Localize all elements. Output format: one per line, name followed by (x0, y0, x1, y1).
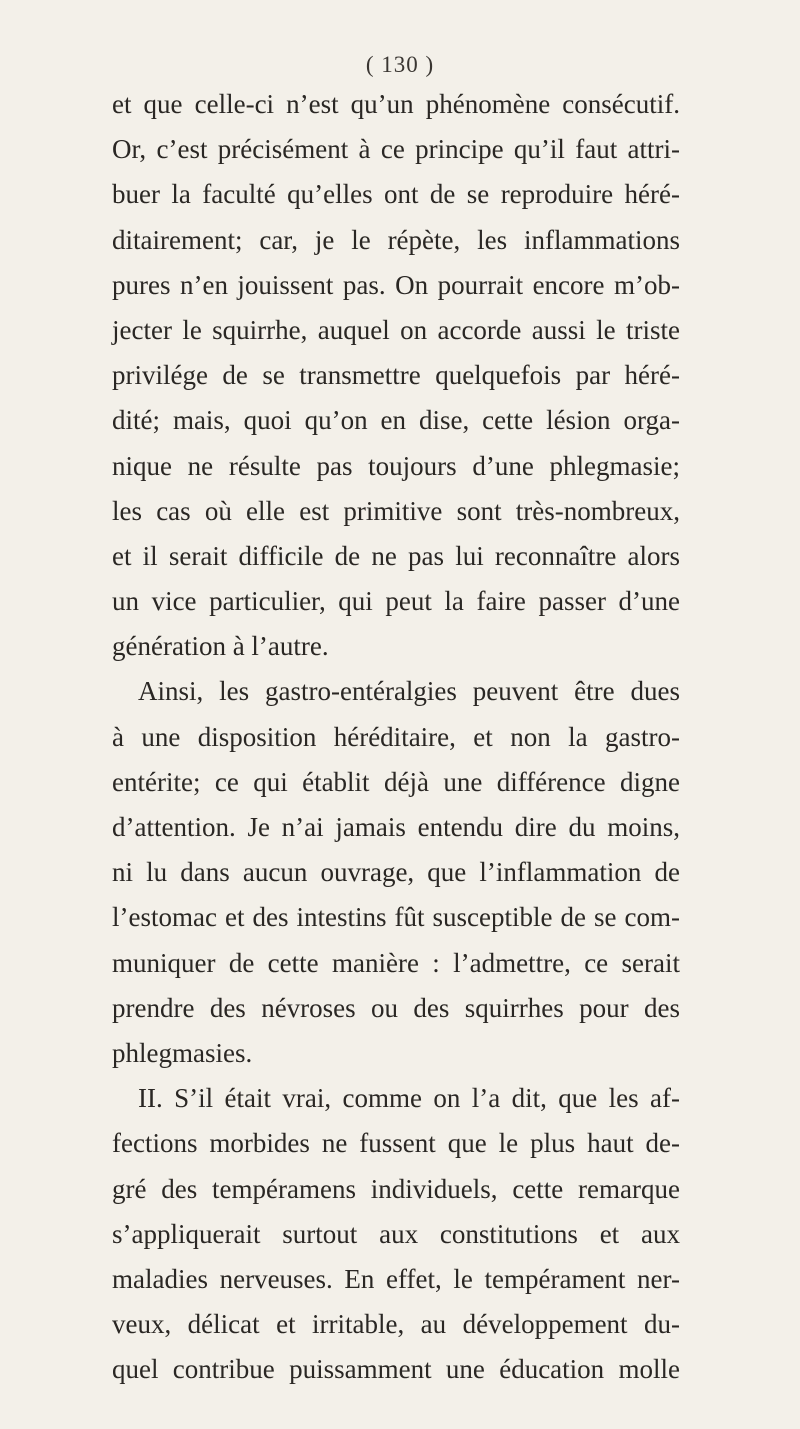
text-line: buer la faculté qu’elles ont de se reproduire héré- (112, 179, 680, 210)
text-line: veux, délicat et irritable, au développement du- (112, 1309, 680, 1340)
text-line: dité; mais, quoi qu’on en dise, cette lésion orga- (112, 405, 680, 436)
text-line: muniquer de cette manière : l’admettre, ce serait (112, 947, 680, 978)
text-line: II. S’il était vrai, comme on l’a dit, que les af- (138, 1083, 680, 1114)
text-line: gré des tempéramens individuels, cette remarque (112, 1173, 680, 1204)
text-line: maladies nerveuses. En effet, le tempérament ner- (112, 1263, 680, 1294)
text-line: entérite; ce qui établit déjà une différence digne (112, 766, 680, 797)
text-line: ditairement; car, je le répète, les inflammations (112, 224, 680, 255)
text-line: les cas où elle est primitive sont très-nombreux, (112, 495, 680, 526)
text-line: un vice particulier, qui peut la faire passer d’une (112, 586, 680, 617)
text-line: nique ne résulte pas toujours d’une phlegmasie; (112, 450, 680, 481)
text-line: jecter le squirrhe, auquel on accorde aussi le triste (112, 314, 680, 345)
text-line: s’appliquerait surtout aux constitutions et aux (112, 1218, 680, 1249)
text-line: Ainsi, les gastro-entéralgies peuvent être dues (138, 676, 680, 707)
text-line: et il serait difficile de ne pas lui reconnaître alors (112, 540, 680, 571)
text-line: ni lu dans aucun ouvrage, que l’inflammation de (112, 857, 680, 888)
text-line: quel contribue puissamment une éducation molle (112, 1354, 680, 1385)
text-line: et que celle-ci n’est qu’un phénomène consécutif. (112, 89, 680, 119)
text-line: d’attention. Je n’ai jamais entendu dire du moins, (112, 812, 680, 842)
text-line: à une disposition héréditaire, et non la gastro- (112, 721, 680, 752)
text-line: l’estomac et des intestins fût susceptible de se com- (112, 902, 680, 933)
text-line: prendre des névroses ou des squirrhes pour des (112, 992, 680, 1023)
text-line: fections morbides ne fussent que le plus haut de- (112, 1128, 680, 1159)
text-line: Or, c’est précisément à ce principe qu’il faut attri- (112, 134, 680, 165)
text-line: phlegmasies. (112, 1037, 253, 1068)
text-line: génération à l’autre. (112, 631, 329, 662)
page-number: ( 130 ) (365, 52, 435, 77)
text-line: privilége de se transmettre quelquefois par héré- (112, 360, 680, 391)
body-text (112, 82, 680, 1392)
text-line: pures n’en jouissent pas. On pourrait encore m’ob- (112, 269, 680, 300)
